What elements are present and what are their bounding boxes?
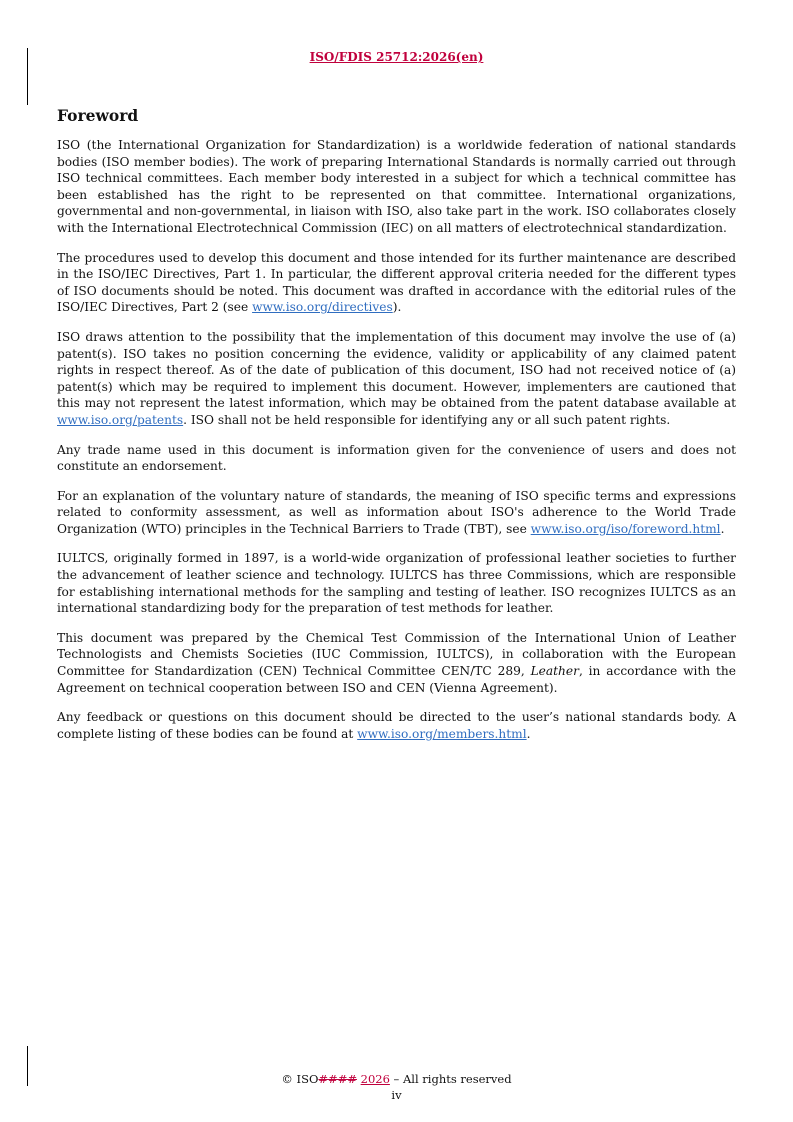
paragraph-patents-text: ISO draws attention to the possibility that the implementation of this document may involve the use of (a) patent(s). ISO takes no position concerning the evidence, validity or applicability of any claimed patent rights in respect thereof. As of the date of publication of this document, ISO had not received notice of (a) patent(s) which may be required to implement this document. However, implementers are cautioned that this may not represent the latest information, which may be obtained from the patent database available at xyxy=(57,329,736,411)
paragraph-voluntary-nature xyxy=(57,488,736,538)
page-footer xyxy=(0,1071,793,1103)
deleted-year: #### xyxy=(318,1072,357,1086)
paragraph-feedback-end: . xyxy=(526,726,531,741)
paragraph-voluntary-text: For an explanation of the voluntary nature of standards, the meaning of ISO specific terms and expressions related to conformity assessment, as well as information about ISO's adherence to the World Trade Organization (WTO) principles in the Technical Barriers to Trade (TBT), see xyxy=(57,488,736,536)
paragraph-procedures xyxy=(57,250,736,316)
leather-italic: Leather xyxy=(530,664,579,679)
foreword-title: Foreword xyxy=(57,106,139,125)
paragraph-iultcs: IULTCS, originally formed in 1897, is a world-wide organization of professional leather societies to further the advancement of leather science and technology. IULTCS has three Commissions, which are responsible for establishing international methods for the sampling and testing of leather. ISO recognizes IULTCS as an international standardizing body for the preparation of test methods for leather. xyxy=(57,551,736,616)
paragraph-procedures-end: ). xyxy=(392,300,402,315)
foreword-link[interactable]: www.iso.org/iso/foreword.html xyxy=(530,521,721,536)
paragraph-feedback-text: Any feedback or questions on this document should be directed to the user’s national standards body. A complete listing of these bodies can be found at xyxy=(57,710,736,741)
inserted-year: 2026 xyxy=(360,1072,390,1086)
paragraph-iso-federation: ISO (the International Organization for Standardization) is a worldwide federation of national standards bodies (ISO member bodies). The work of preparing International Standards is normally carried out through ISO technical committees. Each member body interested in a subject for which a technical committee has been established has the right to be represented on that committee. International organizations, governmental and non-governmental, in liaison with ISO, also take part in the work. ISO collaborates closely with the International Electrotechnical Commission (IEC) on all matters of electrotechnical standardization. xyxy=(57,138,736,235)
paragraph-prepared-by xyxy=(57,630,736,696)
paragraph-feedback xyxy=(57,709,736,742)
paragraph-prepared-text: This document was prepared by the Chemical Test Commission of the International Union of Leather Technologists and Chemists Societies (IUC Commission, IULTCS), in collaboration with the European Committee for Standardization (CEN) Technical Committee CEN/TC 289, xyxy=(57,630,736,679)
paragraph-voluntary-end: . xyxy=(720,521,725,536)
patents-link[interactable]: www.iso.org/patents xyxy=(57,412,184,427)
copyright-line xyxy=(0,1071,793,1087)
paragraph-trade-name: Any trade name used in this document is information given for the convenience of users and does not constitute an endorsement. xyxy=(57,442,736,474)
paragraph-prepared-end: , in accordance with the Agreement on technical cooperation between ISO and CEN (Vienna Agreement). xyxy=(57,664,736,695)
members-link[interactable]: www.iso.org/members.html xyxy=(357,726,527,741)
foreword-section xyxy=(57,106,736,755)
document-reference: ISO/FDIS 25712:2026(en) xyxy=(309,50,484,64)
directives-link[interactable]: www.iso.org/directives xyxy=(252,300,393,315)
rights-reserved: – All rights reserved xyxy=(389,1072,512,1086)
paragraph-patents-end: . ISO shall not be held responsible for identifying any or all such patent rights. xyxy=(183,412,671,427)
copyright-prefix: © ISO xyxy=(281,1072,319,1086)
paragraph-patents xyxy=(57,329,736,429)
paragraph-procedures-text: The procedures used to develop this document and those intended for its further maintenance are described in the ISO/IEC Directives, Part 1. In particular, the different approval criteria needed for the different types of ISO documents should be noted. This document was drafted in accordance with the editorial rules of the ISO/IEC Directives, Part 2 (see xyxy=(57,250,736,315)
page-number: iv xyxy=(391,1088,402,1102)
